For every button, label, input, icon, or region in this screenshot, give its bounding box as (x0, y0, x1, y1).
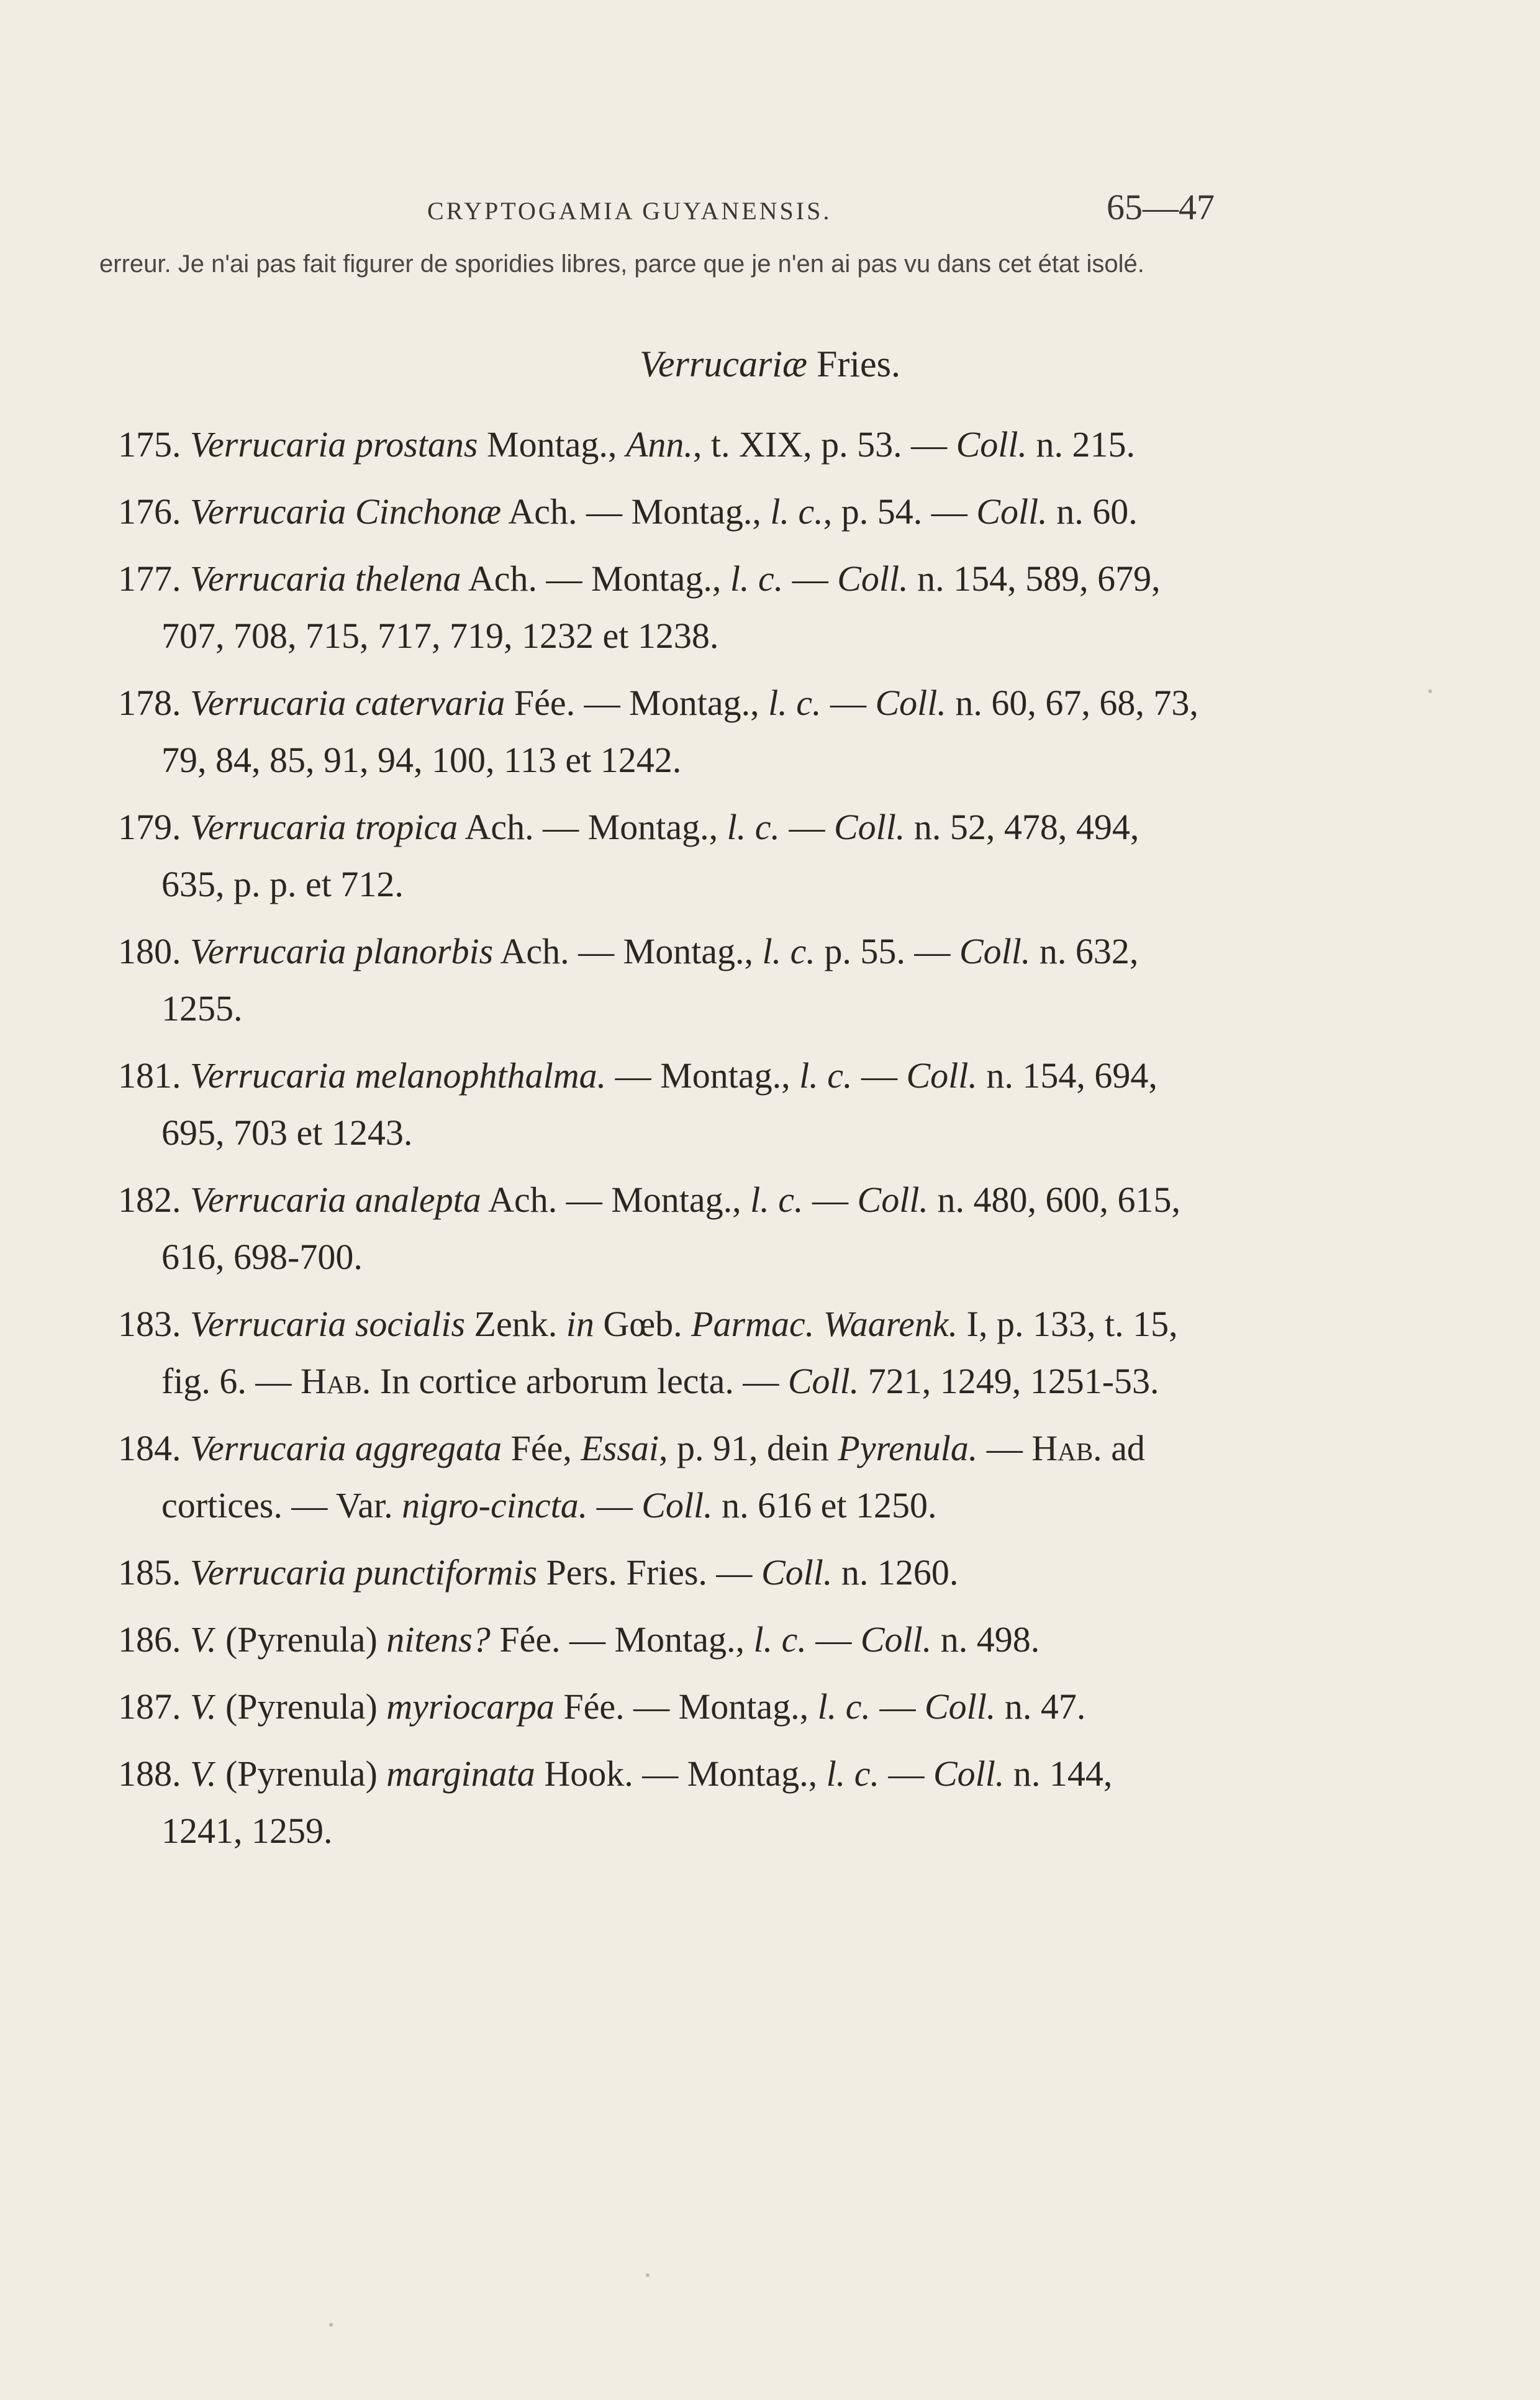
entry-segment: marginata (386, 1753, 535, 1794)
section-genus: Verrucariæ (640, 343, 807, 384)
entry-segment: Ach. — Montag., (461, 558, 730, 599)
entry-segment: 187. (118, 1686, 190, 1727)
entry-segment: nitens? (386, 1619, 491, 1660)
entry-segment: — Montag., (606, 1055, 800, 1096)
entry-segment: , p. 54. — (823, 491, 977, 532)
entry-segment: Essai (581, 1428, 659, 1468)
section-author: Fries. (807, 343, 900, 384)
entry-segment: 186. (118, 1619, 190, 1660)
entry-segment: in (566, 1304, 594, 1344)
entry-segment: l. c. (770, 491, 823, 532)
species-entry (118, 1047, 1198, 1161)
entry-segment: — (977, 1428, 1032, 1468)
entry-segment: l. c. (727, 807, 780, 847)
species-entry (118, 416, 1198, 473)
species-entry (118, 799, 1198, 913)
entry-segment: Coll. (857, 1180, 928, 1220)
entry-segment: — (806, 1619, 861, 1660)
entry-segment: Ann. (625, 424, 693, 465)
entry-segment: n. 632, 1255. (161, 931, 1139, 1029)
species-entry (118, 1544, 1198, 1601)
species-entry (118, 1678, 1198, 1735)
entry-segment: V. (190, 1686, 217, 1727)
entry-segment: 178. (118, 683, 190, 723)
entry-segment: — (587, 1485, 642, 1525)
entry-segment: 184. (118, 1428, 190, 1468)
entry-segment: Montag., (478, 424, 626, 465)
entry-segment: Coll. (761, 1552, 833, 1593)
entry-segment: (Pyrenula) (216, 1753, 387, 1794)
entry-segment: Verrucaria aggregata (190, 1428, 502, 1468)
species-entry (118, 1420, 1198, 1534)
species-entry (118, 1745, 1198, 1860)
entry-segment: l. c. (799, 1055, 853, 1096)
entry-segment: — (783, 558, 838, 599)
entry-segment: Ach. — Montag., (458, 807, 727, 847)
running-title: CRYPTOGAMIA GUYANENSIS. (427, 197, 832, 225)
entry-segment: Coll. (959, 931, 1031, 971)
entry-segment: n. 144, 1241, 1259. (161, 1753, 1113, 1851)
entry-segment: Coll. (875, 683, 946, 723)
entry-segment: l. c. (817, 1686, 871, 1727)
entry-segment: Verrucaria analepta (190, 1180, 481, 1220)
entry-segment: n. 52, 478, 494, 635, p. p. et 712. (161, 807, 1139, 904)
entry-segment: 185. (118, 1552, 190, 1593)
entry-segment: — (803, 1180, 858, 1220)
entry-segment: Verrucaria tropica (190, 807, 458, 847)
entry-segment: 183. (118, 1304, 190, 1344)
entry-segment: Coll. (787, 1361, 859, 1401)
entry-segment: Parmac. Waarenk. (691, 1304, 958, 1344)
entry-segment: Verrucaria punctiformis (190, 1552, 538, 1593)
entry-segment: Ach. — Montag., (481, 1180, 751, 1220)
entry-segment: l. c. (753, 1619, 807, 1660)
entry-segment: Gœb. (594, 1304, 692, 1344)
entry-segment: , t. XIX, p. 53. — (692, 424, 956, 465)
entry-segment: n. 60. (1047, 491, 1138, 532)
entry-segment: Verrucaria Cinchonæ (190, 491, 502, 532)
entry-segment: — (879, 1753, 933, 1794)
entry-segment: l. c. (762, 931, 815, 971)
species-entry (118, 675, 1198, 789)
entry-segment: n. 498. (931, 1619, 1040, 1660)
entry-segment: V. (190, 1753, 217, 1794)
entry-segment: n. 154, 589, 679, 707, 708, 715, 717, 719, 1232 et 1238. (161, 558, 1161, 656)
species-entry (118, 1171, 1198, 1286)
entry-segment: — (821, 683, 876, 723)
entry-segment: 180. (118, 931, 190, 971)
entry-segment: l. c. (826, 1753, 879, 1794)
entry-segment: l. c. (750, 1180, 804, 1220)
entry-segment: Fée. — Montag., (554, 1686, 818, 1727)
entry-segment: — (870, 1686, 925, 1727)
entry-segment: Coll. (976, 491, 1048, 532)
entry-segment: p. 55. — (815, 931, 959, 971)
section-title (0, 343, 1540, 386)
species-entry (118, 1296, 1198, 1410)
entry-segment: Verrucaria catervaria (190, 683, 505, 723)
species-entry (118, 550, 1198, 665)
paper-speck (646, 2273, 650, 2277)
entry-segment: Coll. (924, 1686, 996, 1727)
entry-segment: nigro-cincta. (402, 1485, 588, 1525)
entry-segment: 175. (118, 424, 190, 465)
entry-segment: Coll. (860, 1619, 932, 1660)
entry-segment: n. 215. (1027, 424, 1135, 465)
entry-segment: n. 154, 694, 695, 703 et 1243. (161, 1055, 1157, 1153)
entry-segment: Verrucaria prostans (190, 424, 478, 465)
entry-segment: Fée. — Montag., (490, 1619, 754, 1660)
entry-segment: Fée, (502, 1428, 581, 1468)
page-number: 65—47 (1107, 187, 1215, 227)
entry-segment: (Pyrenula) (216, 1686, 387, 1727)
entry-segment: Ach. — Montag., (493, 931, 763, 971)
entry-segment: Hook. — Montag., (535, 1753, 827, 1794)
entry-segment: Zenk. (465, 1304, 566, 1344)
entry-segment: , p. 91, dein (659, 1428, 838, 1468)
entry-segment: n. 480, 600, 615, 616, 698-700. (161, 1180, 1180, 1277)
entry-segment: 181. (118, 1055, 190, 1096)
entry-segment: Hab. (1031, 1428, 1102, 1468)
entry-segment: (Pyrenula) (216, 1619, 387, 1660)
entry-segment: n. 47. (995, 1686, 1086, 1727)
entry-segment: V. (190, 1619, 217, 1660)
entry-segment: ad cortices. — Var. (161, 1428, 1145, 1525)
entry-segment: — (852, 1055, 907, 1096)
entry-segment: Coll. (641, 1485, 713, 1525)
entry-segment: Coll. (933, 1753, 1005, 1794)
entry-segment: Coll. (837, 558, 908, 599)
entry-segment: Fée. — Montag., (505, 683, 769, 723)
entry-segment: Pyrenula. (838, 1428, 978, 1468)
entry-segment: Verrucaria socialis (190, 1304, 466, 1344)
entry-segment: l. c. (768, 683, 822, 723)
species-entry (118, 1611, 1198, 1668)
entry-segment: n. 616 et 1250. (712, 1485, 937, 1525)
entry-segment: 188. (118, 1753, 190, 1794)
entry-segment: Ach. — Montag., (501, 491, 771, 532)
entry-segment: l. c. (730, 558, 784, 599)
entry-segment: I, p. 133, t. 15, fig. 6. — (161, 1304, 1178, 1401)
species-entry (118, 923, 1198, 1037)
entry-segment: 177. (118, 558, 190, 599)
entry-segment: Verrucaria melanophthalma. (190, 1055, 607, 1096)
entry-segment: In cortice arborum lecta. — (371, 1361, 788, 1401)
species-entry (118, 483, 1198, 540)
entry-segment: 721, 1249, 1251-53. (859, 1361, 1159, 1401)
entry-segment: 179. (118, 807, 190, 847)
entry-segment: Hab. (300, 1361, 371, 1401)
entry-segment: Verrucaria thelena (190, 558, 461, 599)
entry-segment: Pers. Fries. — (537, 1552, 761, 1593)
species-list (118, 416, 1198, 1870)
entry-segment: myriocarpa (386, 1686, 555, 1727)
entry-segment: n. 60, 67, 68, 73, 79, 84, 85, 91, 94, 100, 113 et 1242. (161, 683, 1198, 780)
entry-segment: — (779, 807, 834, 847)
entry-segment: Coll. (906, 1055, 977, 1096)
entry-segment: 182. (118, 1180, 190, 1220)
entry-segment: Coll. (833, 807, 905, 847)
paper-speck (329, 2323, 333, 2327)
entry-segment: n. 1260. (832, 1552, 959, 1593)
entry-segment: Coll. (956, 424, 1027, 465)
page-header (123, 185, 1215, 235)
entry-segment: 176. (118, 491, 190, 532)
paper-speck (1428, 689, 1432, 693)
entry-segment: Verrucaria planorbis (190, 931, 494, 971)
intro-paragraph: erreur. Je n'ai pas fait figurer de sporidies libres, parce que je n'en ai pas vu dans cet état isolé. (99, 250, 1144, 278)
